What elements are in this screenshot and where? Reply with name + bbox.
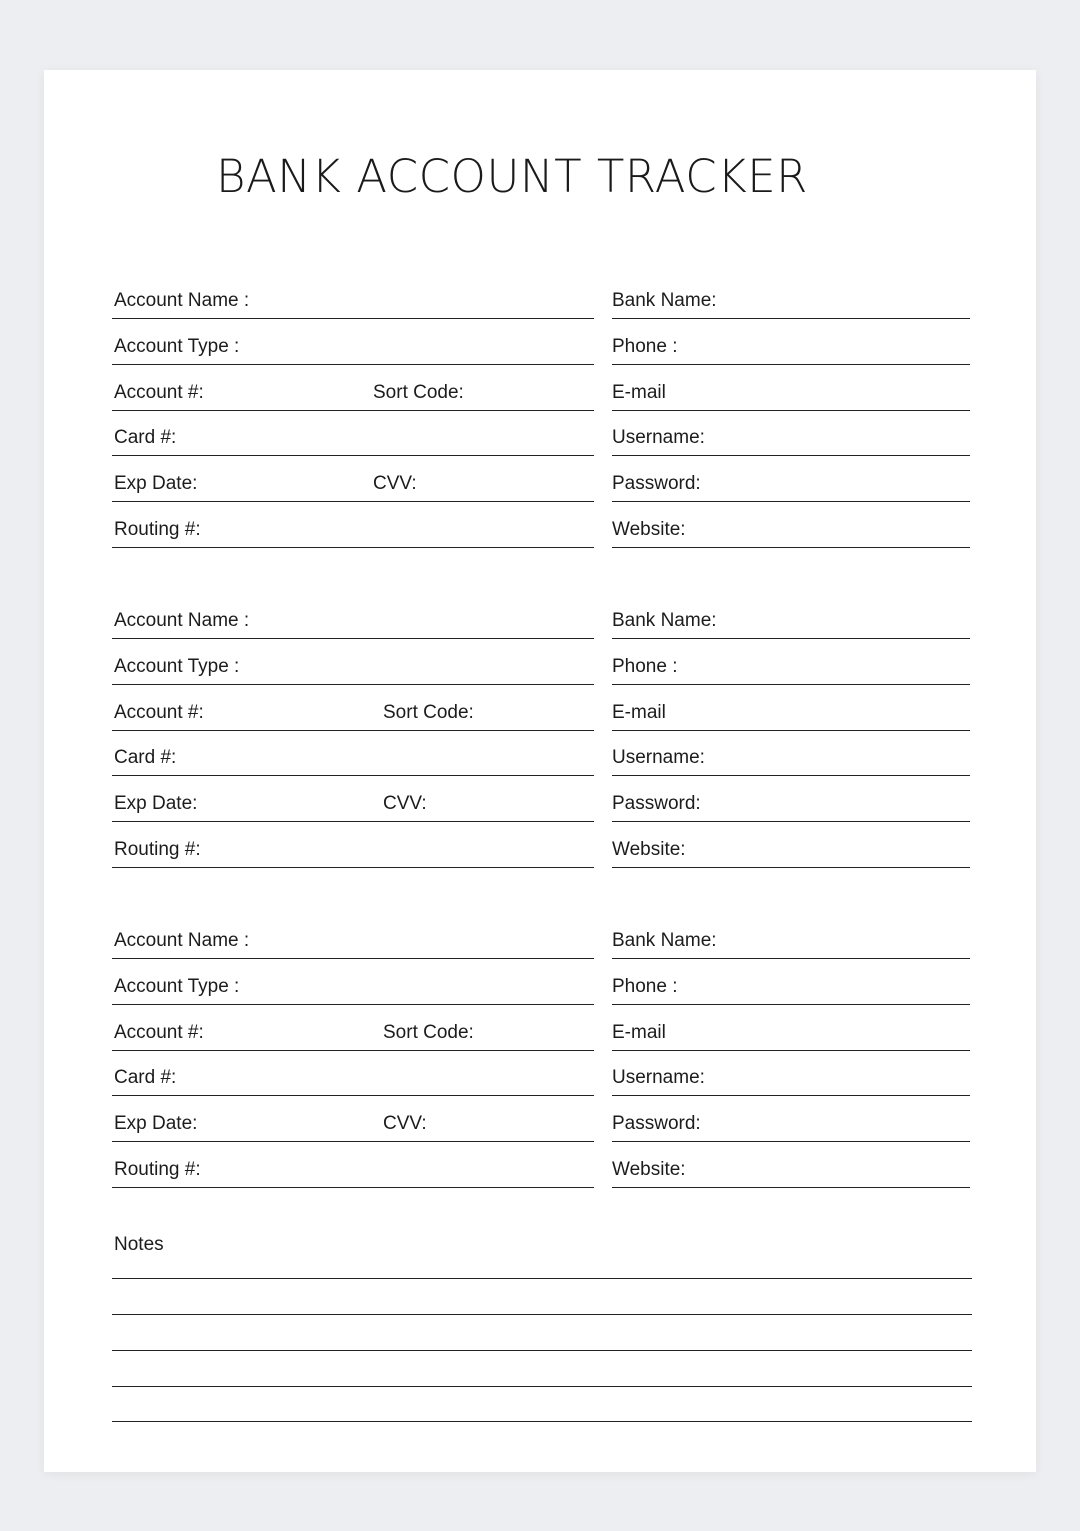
notes-label: Notes	[114, 1234, 164, 1255]
password-label: Password:	[612, 473, 701, 495]
tracker-sheet	[44, 70, 1036, 1472]
cvv-label: CVV:	[383, 1113, 427, 1135]
bank-name-label: Bank Name:	[612, 290, 717, 311]
routing-number-label: Routing #:	[114, 1159, 201, 1180]
password-label: Password:	[612, 1113, 701, 1135]
routing-number-label: Routing #:	[114, 519, 201, 540]
routing-number-label: Routing #:	[114, 839, 201, 860]
account-type-line[interactable]	[112, 684, 594, 685]
account-type-label: Account Type :	[114, 335, 240, 357]
sort-code-label: Sort Code:	[383, 701, 474, 723]
account-name-label: Account Name :	[114, 930, 250, 951]
password-line[interactable]	[612, 821, 970, 822]
exp-date-line[interactable]	[112, 1141, 594, 1142]
account-number-line[interactable]	[112, 730, 594, 731]
exp-date-label: Exp Date:	[114, 1113, 198, 1135]
phone-label: Phone :	[612, 335, 678, 357]
email-line[interactable]	[612, 1050, 970, 1051]
account-type-label: Account Type :	[114, 655, 240, 677]
sort-code-label: Sort Code:	[373, 381, 464, 403]
card-number-line[interactable]	[112, 1095, 594, 1096]
card-number-line[interactable]	[112, 455, 594, 456]
account-number-label: Account #:	[114, 1021, 204, 1043]
exp-date-line[interactable]	[112, 501, 594, 502]
website-label: Website:	[612, 1159, 686, 1180]
account-name-line[interactable]	[112, 958, 594, 959]
notes-line[interactable]	[112, 1278, 972, 1279]
card-number-line[interactable]	[112, 775, 594, 776]
card-number-label: Card #:	[114, 747, 177, 769]
account-name-label: Account Name :	[114, 610, 250, 631]
email-label: E-mail	[612, 1021, 666, 1043]
account-name-line[interactable]	[112, 638, 594, 639]
phone-line[interactable]	[612, 1004, 970, 1005]
exp-date-line[interactable]	[112, 821, 594, 822]
card-number-label: Card #:	[114, 1067, 177, 1089]
bank-name-line[interactable]	[612, 958, 970, 959]
username-label: Username:	[612, 1067, 705, 1089]
phone-label: Phone :	[612, 655, 678, 677]
email-line[interactable]	[612, 410, 970, 411]
account-number-line[interactable]	[112, 410, 594, 411]
account-name-label: Account Name :	[114, 290, 250, 311]
account-number-line[interactable]	[112, 1050, 594, 1051]
exp-date-label: Exp Date:	[114, 793, 198, 815]
sort-code-label: Sort Code:	[383, 1021, 474, 1043]
username-label: Username:	[612, 747, 705, 769]
password-line[interactable]	[612, 501, 970, 502]
bank-name-line[interactable]	[612, 318, 970, 319]
exp-date-label: Exp Date:	[114, 473, 198, 495]
account-type-line[interactable]	[112, 364, 594, 365]
cvv-label: CVV:	[373, 473, 417, 495]
card-number-label: Card #:	[114, 427, 177, 449]
notes-line[interactable]	[112, 1314, 972, 1315]
account-number-label: Account #:	[114, 381, 204, 403]
username-line[interactable]	[612, 1095, 970, 1096]
notes-line[interactable]	[112, 1386, 972, 1387]
phone-label: Phone :	[612, 975, 678, 997]
email-label: E-mail	[612, 381, 666, 403]
notes-line[interactable]	[112, 1350, 972, 1351]
phone-line[interactable]	[612, 684, 970, 685]
bank-name-label: Bank Name:	[612, 610, 717, 631]
password-label: Password:	[612, 793, 701, 815]
page-title: BANK ACCOUNT TRACKER	[216, 150, 808, 203]
account-number-label: Account #:	[114, 701, 204, 723]
account-type-line[interactable]	[112, 1004, 594, 1005]
email-line[interactable]	[612, 730, 970, 731]
password-line[interactable]	[612, 1141, 970, 1142]
routing-number-line[interactable]	[112, 547, 594, 548]
bank-name-label: Bank Name:	[612, 930, 717, 951]
username-line[interactable]	[612, 775, 970, 776]
cvv-label: CVV:	[383, 793, 427, 815]
website-label: Website:	[612, 839, 686, 860]
account-type-label: Account Type :	[114, 975, 240, 997]
username-line[interactable]	[612, 455, 970, 456]
routing-number-line[interactable]	[112, 1187, 594, 1188]
account-name-line[interactable]	[112, 318, 594, 319]
username-label: Username:	[612, 427, 705, 449]
website-line[interactable]	[612, 867, 970, 868]
routing-number-line[interactable]	[112, 867, 594, 868]
bank-name-line[interactable]	[612, 638, 970, 639]
email-label: E-mail	[612, 701, 666, 723]
website-line[interactable]	[612, 1187, 970, 1188]
notes-line[interactable]	[112, 1421, 972, 1422]
website-line[interactable]	[612, 547, 970, 548]
phone-line[interactable]	[612, 364, 970, 365]
website-label: Website:	[612, 519, 686, 540]
